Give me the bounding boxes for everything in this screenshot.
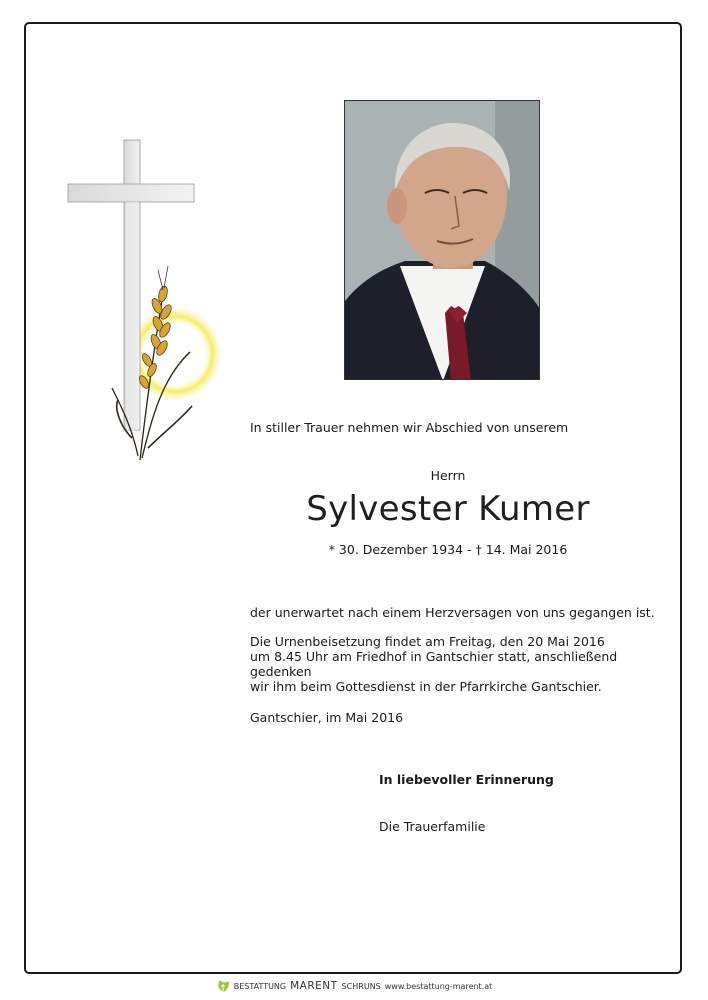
- cause-line: der unerwartet nach einem Herzversagen von uns gegangen ist.: [250, 605, 655, 620]
- intro-text: In stiller Trauer nehmen wir Abschied von unserem: [250, 420, 569, 435]
- footer-brand: MARENT: [290, 980, 338, 992]
- portrait-photo: [344, 100, 540, 380]
- footer-company-prefix: BESTATTUNG: [233, 981, 287, 991]
- footer: [0, 977, 708, 995]
- leaf-logo-icon: [216, 979, 230, 993]
- footer-website[interactable]: www.bestattung-marent.at: [384, 981, 493, 991]
- cross-wheat-illustration: [62, 138, 242, 470]
- funeral-line: Die Urnenbeisetzung findet am Freitag, den 20 Mai 2016: [250, 634, 605, 649]
- salutation: Herrn: [430, 468, 466, 483]
- closing-family: Die Trauerfamilie: [379, 819, 486, 834]
- closing-remembrance: In liebevoller Erinnerung: [379, 772, 554, 787]
- sun-halo: [127, 306, 223, 402]
- funeral-info: [250, 634, 660, 694]
- deceased-name: Sylvester Kumer: [306, 489, 590, 529]
- funeral-line: um 8.45 Uhr am Friedhof in Gantschier statt, anschließend gedenken: [250, 649, 618, 679]
- place-date: Gantschier, im Mai 2016: [250, 710, 404, 725]
- funeral-line: wir ihm beim Gottesdienst in der Pfarrkirche Gantschier.: [250, 679, 602, 694]
- footer-town: SCHRUNS: [341, 981, 381, 991]
- life-dates: * 30. Dezember 1934 - † 14. Mai 2016: [328, 542, 568, 557]
